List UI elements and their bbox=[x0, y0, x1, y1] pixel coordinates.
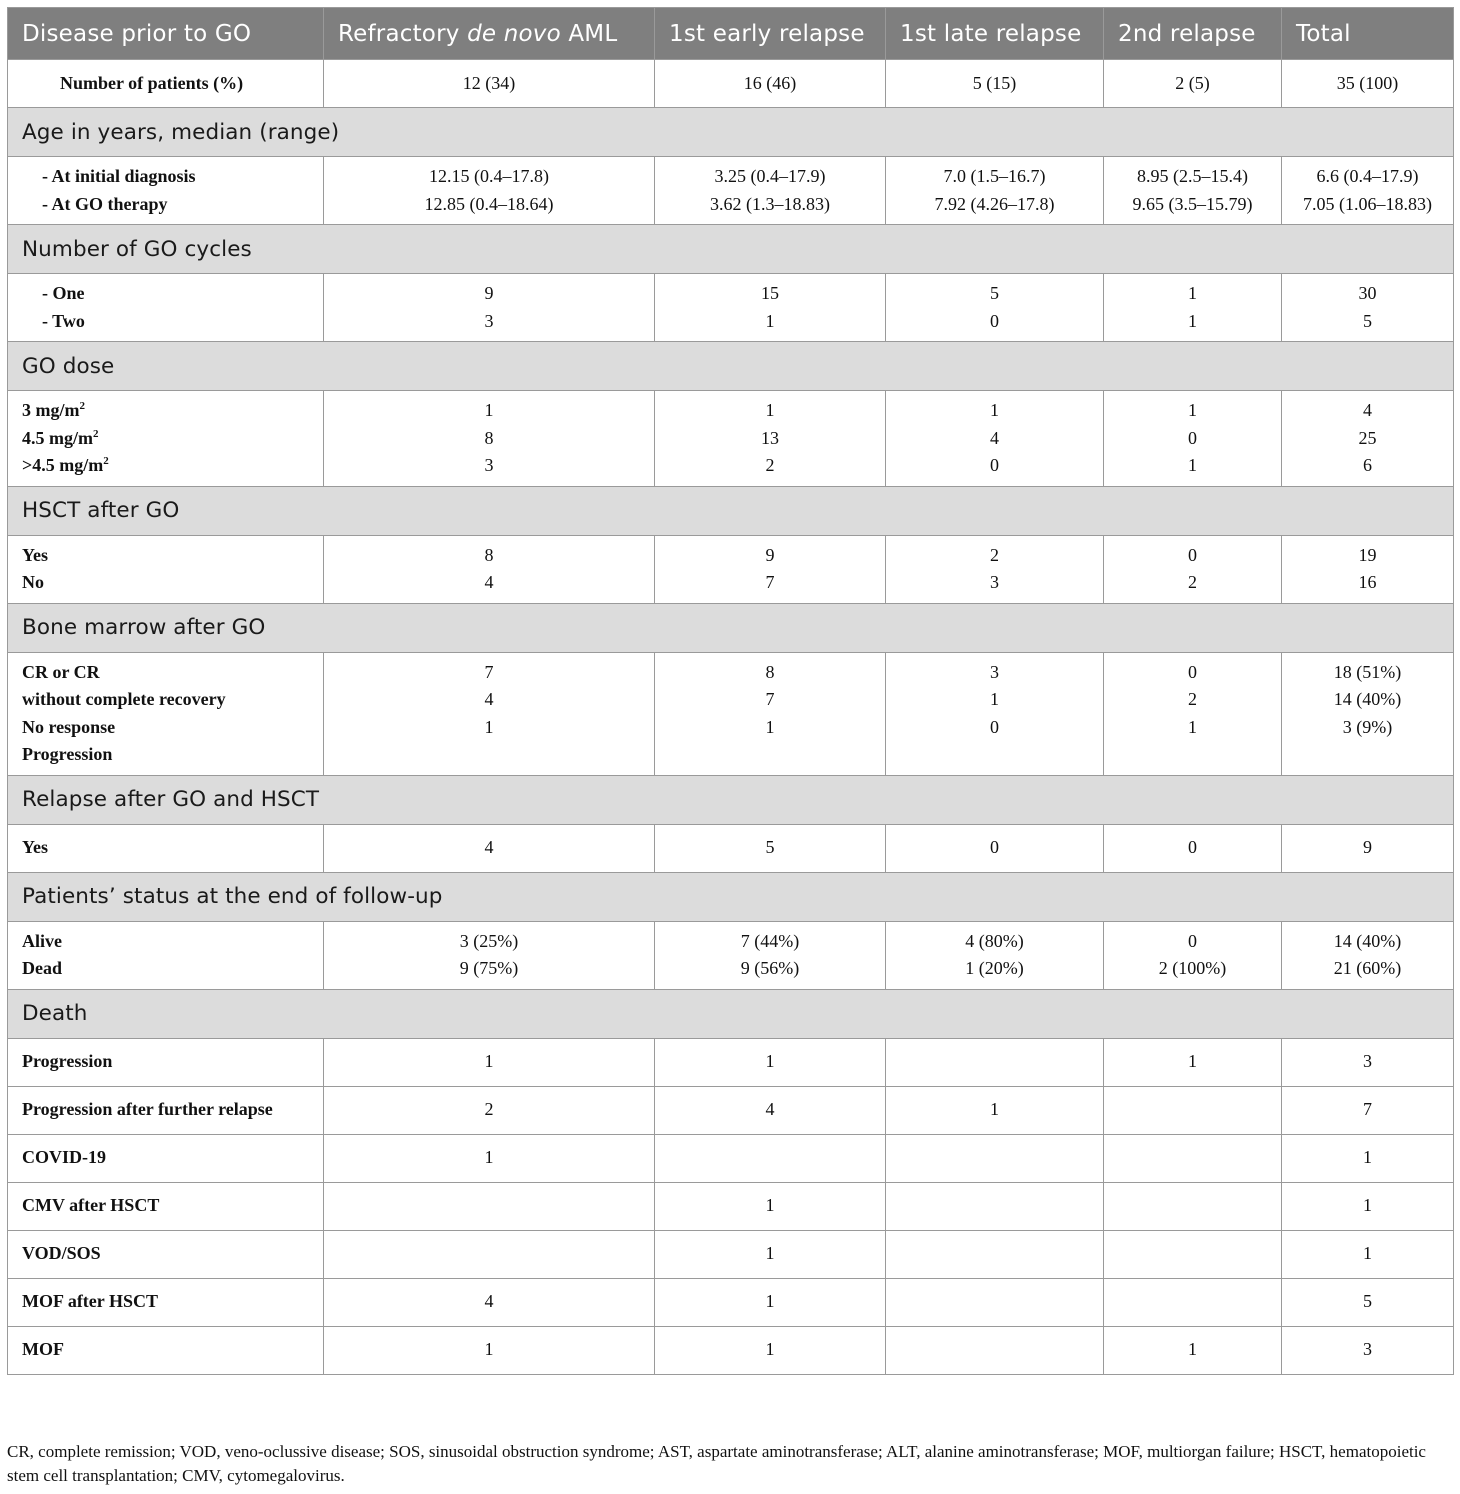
section-row bbox=[8, 225, 1454, 274]
cell bbox=[1282, 274, 1454, 342]
cell-value: 8 bbox=[484, 427, 494, 448]
cell-value: 0 bbox=[990, 716, 999, 737]
cell-value: 3.25 (0.4–17.9) bbox=[714, 166, 826, 186]
table-container bbox=[7, 7, 1453, 1375]
patient-characteristics-table bbox=[7, 7, 1454, 1375]
section-title: Bone marrow after GO bbox=[8, 603, 1454, 652]
row-label bbox=[8, 391, 324, 487]
header-total: Total bbox=[1282, 8, 1454, 60]
row-label-text: Number of patients (%) bbox=[60, 72, 244, 93]
cell bbox=[1282, 157, 1454, 225]
cell-value: 18 (51%) bbox=[1333, 661, 1402, 682]
cell bbox=[1104, 1038, 1282, 1086]
cell-value bbox=[1104, 1240, 1281, 1268]
cell bbox=[324, 1326, 655, 1374]
cell bbox=[1104, 824, 1282, 872]
cell-value: 7 bbox=[765, 689, 775, 709]
cell bbox=[655, 824, 886, 872]
row-label bbox=[8, 1134, 324, 1182]
cell bbox=[655, 1134, 886, 1182]
cell-value: 1 bbox=[1363, 1243, 1372, 1264]
cell bbox=[886, 1038, 1104, 1086]
cell-value bbox=[886, 1288, 1103, 1316]
cell-value bbox=[1104, 1192, 1281, 1220]
cell-value: 9 (56%) bbox=[740, 958, 800, 978]
cell bbox=[655, 1038, 886, 1086]
row-label bbox=[8, 824, 324, 872]
row-label-text: - At initial diagnosis bbox=[42, 166, 196, 186]
superscript: 2 bbox=[103, 455, 109, 467]
cell-value: 1 bbox=[1188, 400, 1197, 420]
cell-value: 3 bbox=[484, 455, 494, 475]
cell-value: 2 bbox=[1188, 572, 1197, 592]
cell-value: 5 (15) bbox=[972, 72, 1017, 93]
cell bbox=[324, 1182, 655, 1230]
cell-value bbox=[324, 1240, 654, 1268]
section-row bbox=[8, 108, 1454, 157]
cell bbox=[655, 1278, 886, 1326]
cell bbox=[324, 1278, 655, 1326]
header-row bbox=[8, 8, 1454, 60]
cell bbox=[1282, 824, 1454, 872]
cell-value: 0 bbox=[1188, 427, 1197, 448]
cell bbox=[324, 652, 655, 775]
row-label-text: Dead bbox=[22, 958, 62, 978]
cell-value: 1 bbox=[765, 1339, 775, 1360]
cell-value: 2 (5) bbox=[1175, 72, 1210, 93]
table-row bbox=[8, 274, 1454, 342]
row-label-text: No bbox=[22, 572, 44, 592]
cell-value: 1 bbox=[1363, 1195, 1372, 1216]
cell bbox=[1104, 1326, 1282, 1374]
cell-value: 19 bbox=[1358, 544, 1377, 565]
cell bbox=[1282, 1182, 1454, 1230]
cell-value: 16 bbox=[1358, 572, 1377, 592]
cell bbox=[655, 535, 886, 603]
row-label bbox=[8, 1278, 324, 1326]
cell-value: 5 bbox=[990, 283, 999, 303]
cell-value: 7 bbox=[1363, 1099, 1372, 1120]
section-title: Patients’ status at the end of follow-up bbox=[8, 872, 1454, 921]
cell-value: 9 bbox=[765, 544, 775, 565]
cell bbox=[1104, 60, 1282, 108]
section-title: GO dose bbox=[8, 342, 1454, 391]
cell-value: 7.05 (1.06–18.83) bbox=[1303, 193, 1432, 214]
row-label bbox=[8, 60, 324, 108]
cell-value: 4 bbox=[1363, 400, 1372, 420]
cell-value: 5 bbox=[1363, 310, 1372, 331]
cell-value: 35 (100) bbox=[1336, 72, 1399, 93]
cell bbox=[1282, 1326, 1454, 1374]
cell bbox=[655, 1326, 886, 1374]
cell-value: 14 (40%) bbox=[1333, 689, 1402, 709]
cell bbox=[1104, 391, 1282, 487]
cell-value: 6 bbox=[1363, 455, 1372, 475]
table-row bbox=[8, 1278, 1454, 1326]
row-label bbox=[8, 535, 324, 603]
table-row bbox=[8, 60, 1454, 108]
cell bbox=[655, 60, 886, 108]
cell-value: 3 bbox=[990, 572, 999, 592]
cell bbox=[886, 157, 1104, 225]
cell-value: 0 bbox=[1188, 837, 1197, 858]
row-label bbox=[8, 157, 324, 225]
cell-value: 8 bbox=[484, 544, 494, 565]
cell-value: 6.6 (0.4–17.9) bbox=[1316, 166, 1419, 186]
cell bbox=[655, 274, 886, 342]
cell bbox=[1282, 60, 1454, 108]
row-label-text: - At GO therapy bbox=[42, 193, 168, 214]
cell-value bbox=[886, 1048, 1103, 1076]
cell-value bbox=[886, 1336, 1103, 1364]
cell bbox=[886, 1326, 1104, 1374]
table-row bbox=[8, 1038, 1454, 1086]
section-title: Relapse after GO and HSCT bbox=[8, 775, 1454, 824]
cell-value: 1 bbox=[990, 1099, 999, 1120]
cell bbox=[655, 1182, 886, 1230]
table-row bbox=[8, 1134, 1454, 1182]
cell bbox=[324, 1086, 655, 1134]
cell-value: 2 bbox=[765, 455, 775, 475]
row-label-text: without complete recovery bbox=[22, 689, 226, 709]
row-label bbox=[8, 921, 324, 989]
cell-value: 4 bbox=[484, 1291, 494, 1312]
cell-value: 2 (100%) bbox=[1158, 958, 1227, 978]
cell bbox=[1104, 1230, 1282, 1278]
cell-value: 1 bbox=[1188, 1339, 1197, 1360]
cell-value: 3 bbox=[990, 661, 999, 682]
cell bbox=[1104, 157, 1282, 225]
cell bbox=[655, 1086, 886, 1134]
cell bbox=[324, 1134, 655, 1182]
cell-value: 1 bbox=[1188, 310, 1197, 331]
cell-value: 12 (34) bbox=[462, 72, 516, 93]
header-early-relapse: 1st early relapse bbox=[655, 8, 886, 60]
cell bbox=[324, 274, 655, 342]
cell-value: 9.65 (3.5–15.79) bbox=[1132, 193, 1253, 214]
section-row bbox=[8, 342, 1454, 391]
cell-value bbox=[886, 1240, 1103, 1268]
row-label-text: VOD/SOS bbox=[22, 1243, 101, 1264]
cell-value: 1 bbox=[484, 716, 494, 737]
cell-value: 4 bbox=[765, 1099, 775, 1120]
cell-value: 4 bbox=[990, 427, 999, 448]
cell bbox=[1104, 1278, 1282, 1326]
cell bbox=[1282, 535, 1454, 603]
cell bbox=[1282, 1134, 1454, 1182]
cell-value bbox=[655, 1144, 885, 1172]
cell-value: 3 bbox=[1363, 1051, 1372, 1072]
cell-value bbox=[1104, 1288, 1281, 1316]
row-label-text bbox=[22, 425, 323, 453]
cell-value: 1 bbox=[765, 1243, 775, 1264]
table-row bbox=[8, 535, 1454, 603]
row-label-text: - One bbox=[42, 283, 85, 303]
row-label-text: MOF bbox=[22, 1339, 64, 1360]
cell-value: 14 (40%) bbox=[1333, 930, 1402, 951]
row-label-text: CMV after HSCT bbox=[22, 1195, 160, 1216]
cell-value: 7 bbox=[484, 661, 494, 682]
cell-value: 12.15 (0.4–17.8) bbox=[429, 166, 549, 186]
cell-value bbox=[886, 1192, 1103, 1220]
cell-value: 1 bbox=[1188, 283, 1197, 303]
row-label-text: Progression bbox=[22, 1051, 113, 1072]
cell-value: 1 bbox=[1188, 716, 1197, 737]
header-refractory-post: AML bbox=[560, 20, 618, 47]
cell-value: 4 bbox=[484, 572, 494, 592]
cell bbox=[886, 1134, 1104, 1182]
dose-label: 4.5 mg/m bbox=[22, 427, 93, 448]
section-title: Death bbox=[8, 989, 1454, 1038]
table-row bbox=[8, 1230, 1454, 1278]
row-label bbox=[8, 1230, 324, 1278]
cell-value bbox=[324, 1192, 654, 1220]
cell bbox=[886, 60, 1104, 108]
row-label-text: No response bbox=[22, 716, 116, 737]
table-row bbox=[8, 824, 1454, 872]
cell-value: 1 bbox=[765, 310, 775, 331]
cell-value: 5 bbox=[1363, 1291, 1372, 1312]
row-label-text: - Two bbox=[42, 310, 85, 331]
row-label bbox=[8, 1038, 324, 1086]
cell bbox=[1104, 1134, 1282, 1182]
cell bbox=[1104, 652, 1282, 775]
cell-value: 1 bbox=[1363, 1147, 1372, 1168]
header-second-relapse: 2nd relapse bbox=[1104, 8, 1282, 60]
cell bbox=[1282, 1278, 1454, 1326]
cell-value: 25 bbox=[1358, 427, 1377, 448]
table-row bbox=[8, 391, 1454, 487]
cell-value: 8 bbox=[765, 661, 775, 682]
section-row bbox=[8, 872, 1454, 921]
cell bbox=[1282, 652, 1454, 775]
cell-value: 5 bbox=[765, 837, 775, 858]
table-row bbox=[8, 1086, 1454, 1134]
cell-value: 1 bbox=[765, 1051, 775, 1072]
row-label bbox=[8, 274, 324, 342]
cell-value: 12.85 (0.4–18.64) bbox=[424, 193, 554, 214]
cell-value: 1 bbox=[484, 400, 494, 420]
cell bbox=[1104, 921, 1282, 989]
cell bbox=[324, 921, 655, 989]
table-row bbox=[8, 921, 1454, 989]
row-label-text: Progression after further relapse bbox=[22, 1099, 273, 1120]
cell bbox=[1282, 391, 1454, 487]
cell-value: 0 bbox=[990, 310, 999, 331]
cell bbox=[1104, 535, 1282, 603]
cell-value: 3 (9%) bbox=[1342, 716, 1393, 737]
cell bbox=[1104, 274, 1282, 342]
header-refractory bbox=[324, 8, 655, 60]
header-disease: Disease prior to GO bbox=[8, 8, 324, 60]
cell-value: 7 bbox=[765, 572, 775, 592]
cell-value: 1 bbox=[484, 1339, 494, 1360]
cell bbox=[886, 824, 1104, 872]
cell bbox=[655, 157, 886, 225]
section-row bbox=[8, 775, 1454, 824]
cell-value: 0 bbox=[1188, 930, 1197, 951]
header-refractory-pre: Refractory bbox=[338, 20, 468, 47]
row-label-text: Yes bbox=[22, 837, 48, 858]
cell bbox=[886, 1086, 1104, 1134]
table-row bbox=[8, 1326, 1454, 1374]
cell-value: 9 (75%) bbox=[459, 958, 519, 978]
cell-value: 3 bbox=[1363, 1339, 1372, 1360]
cell bbox=[1104, 1182, 1282, 1230]
cell bbox=[324, 535, 655, 603]
cell bbox=[655, 391, 886, 487]
cell-value: 4 bbox=[484, 837, 494, 858]
cell bbox=[324, 1038, 655, 1086]
cell-value: 0 bbox=[1188, 544, 1197, 565]
cell-value bbox=[1104, 1096, 1281, 1124]
cell bbox=[886, 1278, 1104, 1326]
cell-value: 0 bbox=[1188, 661, 1197, 682]
section-title: Age in years, median (range) bbox=[8, 108, 1454, 157]
cell-value: 2 bbox=[1188, 689, 1197, 709]
section-row bbox=[8, 603, 1454, 652]
row-label-text bbox=[22, 452, 323, 480]
section-row bbox=[8, 486, 1454, 535]
cell-value: 0 bbox=[990, 455, 999, 475]
cell bbox=[1282, 1086, 1454, 1134]
cell-value: 1 bbox=[765, 400, 775, 420]
cell-value: 1 bbox=[765, 716, 775, 737]
table-footnote: CR, complete remission; VOD, veno-oclussive disease; SOS, sinusoidal obstruction syndrome; AST, aspartate aminotransferase; ALT, alanine aminotransferase; MOF, multiorgan failure; HSCT, hematopoietic stem cell transplantation; CMV, cytomegalovirus. bbox=[7, 1442, 1426, 1485]
cell bbox=[655, 1230, 886, 1278]
cell-value: 1 bbox=[1188, 1051, 1197, 1072]
row-label-text: MOF after HSCT bbox=[22, 1291, 158, 1312]
cell-value: 1 bbox=[1188, 455, 1197, 475]
cell-value: 7 (44%) bbox=[740, 930, 800, 951]
cell bbox=[1282, 1230, 1454, 1278]
row-label-text: Alive bbox=[22, 930, 62, 951]
section-row bbox=[8, 989, 1454, 1038]
row-label-text: Yes bbox=[22, 544, 48, 565]
cell-value: 0 bbox=[990, 837, 999, 858]
section-title: Number of GO cycles bbox=[8, 225, 1454, 274]
cell-value: 9 bbox=[484, 283, 494, 303]
cell bbox=[324, 824, 655, 872]
cell bbox=[655, 921, 886, 989]
dose-label: >4.5 mg/m bbox=[22, 455, 104, 475]
cell bbox=[324, 60, 655, 108]
cell-value: 1 bbox=[990, 689, 999, 709]
table-row bbox=[8, 652, 1454, 775]
header-late-relapse: 1st late relapse bbox=[886, 8, 1104, 60]
cell bbox=[886, 1230, 1104, 1278]
cell-value: 9 bbox=[1363, 837, 1372, 858]
cell bbox=[886, 652, 1104, 775]
row-label-text bbox=[22, 397, 323, 425]
dose-label: 3 mg/m bbox=[22, 400, 80, 420]
cell bbox=[886, 535, 1104, 603]
cell bbox=[886, 391, 1104, 487]
header-refractory-em: de novo bbox=[467, 20, 561, 47]
cell-value: 7.92 (4.26–17.8) bbox=[934, 193, 1055, 214]
cell bbox=[324, 157, 655, 225]
cell-value: 2 bbox=[990, 544, 999, 565]
cell-value: 3.62 (1.3–18.83) bbox=[710, 193, 830, 214]
cell-value: 8.95 (2.5–15.4) bbox=[1137, 166, 1248, 186]
cell bbox=[324, 391, 655, 487]
cell bbox=[1104, 1086, 1282, 1134]
superscript: 2 bbox=[79, 400, 85, 412]
cell bbox=[1282, 921, 1454, 989]
cell-value: 30 bbox=[1358, 283, 1377, 303]
row-label-text: COVID-19 bbox=[22, 1147, 106, 1168]
cell-value: 16 (46) bbox=[743, 72, 797, 93]
cell-value: 21 (60%) bbox=[1333, 958, 1402, 978]
cell bbox=[1282, 1038, 1454, 1086]
row-label bbox=[8, 1182, 324, 1230]
cell-value: 1 bbox=[484, 1051, 494, 1072]
cell-value: 1 bbox=[765, 1291, 775, 1312]
cell-value: 2 bbox=[484, 1099, 494, 1120]
cell bbox=[886, 921, 1104, 989]
cell-value: 13 bbox=[761, 427, 779, 448]
cell bbox=[324, 1230, 655, 1278]
cell-value: 4 (80%) bbox=[965, 930, 1024, 951]
cell-value: 4 bbox=[484, 689, 494, 709]
cell bbox=[886, 274, 1104, 342]
cell-value: 1 bbox=[765, 1195, 775, 1216]
row-label bbox=[8, 1326, 324, 1374]
cell-value: 3 bbox=[484, 310, 494, 331]
cell bbox=[655, 652, 886, 775]
cell bbox=[886, 1182, 1104, 1230]
cell-value bbox=[1104, 1144, 1281, 1172]
superscript: 2 bbox=[93, 427, 99, 440]
cell-value: 15 bbox=[761, 283, 779, 303]
cell-value: 1 bbox=[484, 1147, 494, 1168]
section-title: HSCT after GO bbox=[8, 486, 1454, 535]
row-label-text: Progression bbox=[22, 744, 113, 764]
row-label bbox=[8, 652, 324, 775]
cell-value bbox=[886, 1144, 1103, 1172]
row-label-text: CR or CR bbox=[22, 661, 100, 682]
table-row bbox=[8, 1182, 1454, 1230]
cell-value: 3 (25%) bbox=[459, 930, 519, 951]
cell-value: 1 (20%) bbox=[965, 958, 1024, 978]
table-row bbox=[8, 157, 1454, 225]
cell-value: 1 bbox=[990, 400, 999, 420]
row-label bbox=[8, 1086, 324, 1134]
cell-value: 7.0 (1.5–16.7) bbox=[943, 166, 1046, 186]
